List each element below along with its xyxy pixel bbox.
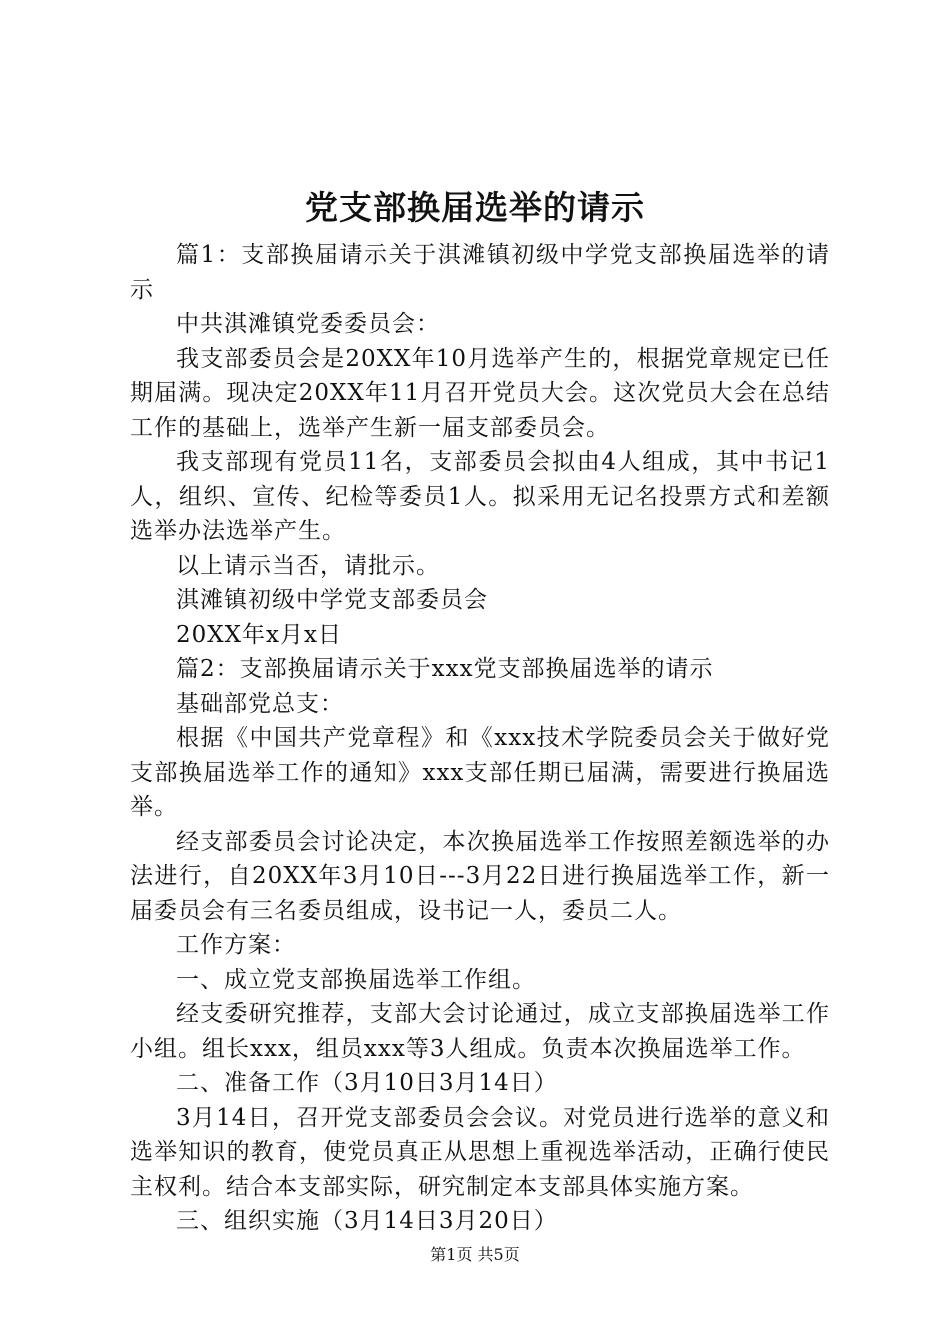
paragraph: 三、组织实施（3月14日3月20日） xyxy=(176,1208,558,1234)
paragraph: 一、成立党支部换届选举工作组。 xyxy=(176,966,536,993)
paragraph: 篇1：支部换届请示关于淇滩镇初级中学党支部换届选举的请示 xyxy=(130,242,830,303)
paragraph: 我支部委员会是20XX年10月选举产生的，根据党章规定已任期届满。现决定20XX年11月召开党员大会。这次党员大会在总结工作的基础上，选举产生新一届支部委员会。 xyxy=(130,345,830,441)
paragraph: 篇2：支部换届请示关于xxx党支部换届选举的请示 xyxy=(176,656,714,682)
paragraph: 3月14日，召开党支部委员会会议。对党员进行选举的意义和选举知识的教育，使党员真正从思想上重视选举活动，正确行使民主权利。结合本支部实际，研究制定本支部具体实施方案。 xyxy=(130,1104,830,1200)
paragraph: 二、准备工作（3月10日3月14日） xyxy=(176,1070,558,1096)
paragraph: 以上请示当否，请批示。 xyxy=(176,552,440,579)
paragraph: 经支委研究推荐，支部大会讨论通过，成立支部换届选举工作小组。组长xxx，组员xxx等3人组成。负责本次换届选举工作。 xyxy=(130,1001,830,1062)
page-footer: 第1页 共5页 xyxy=(430,1245,520,1264)
paragraph: 20XX年x月x日 xyxy=(176,621,342,648)
paragraph: 淇滩镇初级中学党支部委员会 xyxy=(176,587,488,613)
paragraph: 中共淇滩镇党委委员会： xyxy=(176,311,440,337)
document-title: 党支部换届选举的请示 xyxy=(305,188,645,227)
paragraph: 工作方案： xyxy=(176,932,296,958)
paragraph: 我支部现有党员11名，支部委员会拟由4人组成，其中书记1人，组织、宣传、纪检等委员1人。拟采用无记名投票方式和差额选举办法选举产生。 xyxy=(130,449,830,544)
paragraph: 经支部委员会讨论决定，本次换届选举工作按照差额选举的办法进行，自20XX年3月10日---3月22日进行换届选举工作，新一届委员会有三名委员组成，设书记一人，委员二人。 xyxy=(130,828,830,924)
paragraph: 根据《中国共产党章程》和《xxx技术学院委员会关于做好党支部换届选举工作的通知》xxx支部任期已届满，需要进行换届选举。 xyxy=(130,725,830,820)
document-body xyxy=(130,238,830,1239)
paragraph: 基础部党总支： xyxy=(176,690,344,717)
